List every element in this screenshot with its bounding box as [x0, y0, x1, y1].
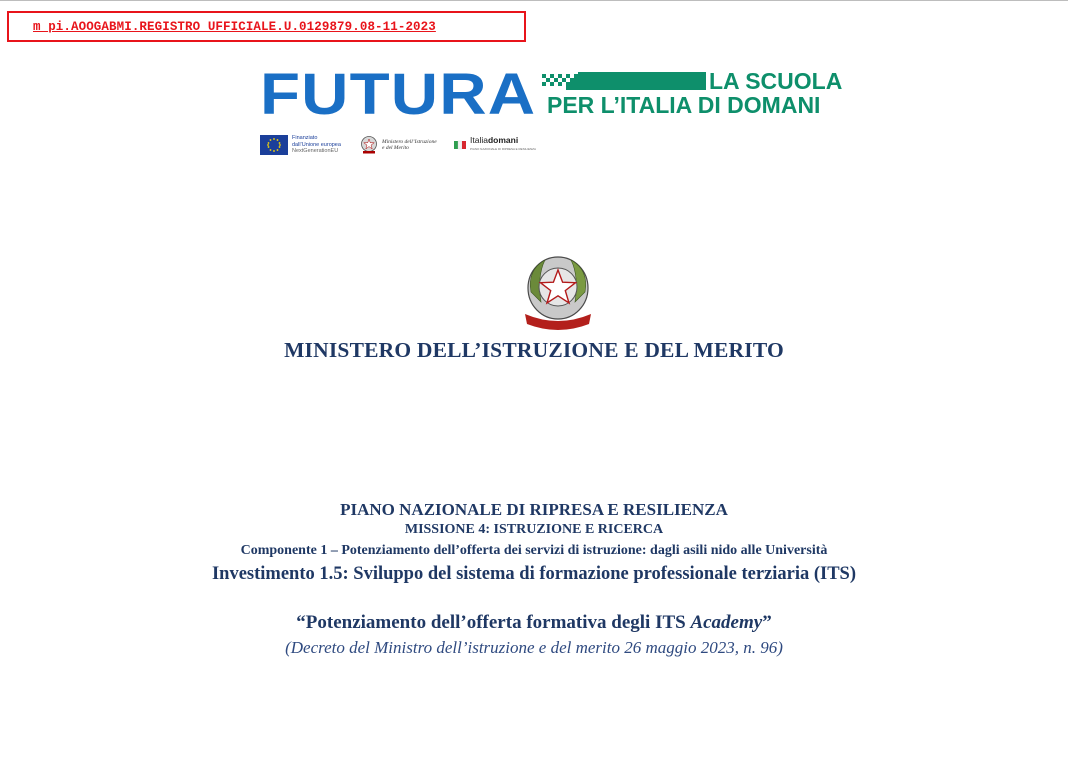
protocol-number: m_pi.AOOGABMI.REGISTRO UFFICIALE.U.0129879.08-11-2023 [33, 19, 436, 34]
pnrr-title: PIANO NAZIONALE DI RIPRESA E RESILIENZA [340, 500, 728, 519]
eu-line-2: dall’Unione europea [292, 141, 341, 148]
italian-republic-emblem-icon [521, 252, 595, 334]
italia-domani-logo [454, 136, 536, 154]
futura-logo: FUTURA [260, 62, 537, 127]
italian-flag-icon [454, 139, 466, 151]
component-title: Componente 1 – Potenziamento dell’offerta dei servizi di istruzione: dagli asili nido alle Università [240, 543, 828, 558]
ministry-small-label [382, 139, 442, 152]
investment-title: Investimento 1.5: Sviluppo del sistema di formazione professionale terziaria (ITS) [211, 564, 857, 584]
document-title [0, 612, 1068, 634]
republic-emblem-small-icon [360, 135, 378, 155]
ministry-title: MINISTERO DELL’ISTRUZIONE E DEL MERITO [284, 338, 784, 362]
italia-domani-label [470, 136, 536, 154]
mim-line-1: Ministero dell’Istruzione [382, 138, 437, 145]
domani-word: domani [487, 135, 519, 145]
tagline-line-2: PER L’ITALIA DI DOMANI [547, 92, 821, 118]
title-main: “Potenziamento dell’offerta formativa degli ITS [296, 612, 691, 633]
logo-tagline [547, 69, 842, 117]
eu-line-1: Finanziato [292, 135, 318, 142]
eu-line-3: NextGenerationEU [292, 148, 339, 155]
italia-word: Italia [470, 135, 488, 145]
eu-funding-label [292, 135, 352, 155]
top-border [0, 0, 1068, 1]
tagline-line-1: LA SCUOLA [709, 68, 843, 94]
protocol-stamp [7, 11, 526, 42]
partner-logos [260, 132, 536, 158]
italia-domani-subtitle: PIANO NAZIONALE DI RIPRESA E RESILIENZA [470, 147, 537, 151]
decree-reference: (Decreto del Ministro dell’istruzione e del merito 26 maggio 2023, n. 96) [285, 638, 783, 657]
title-end: ” [762, 612, 772, 633]
eu-flag-icon [260, 135, 288, 155]
mim-line-2: e del Merito [382, 145, 409, 151]
mission-title: MISSIONE 4: ISTRUZIONE E RICERCA [404, 522, 664, 537]
title-italic: Academy [690, 612, 763, 633]
